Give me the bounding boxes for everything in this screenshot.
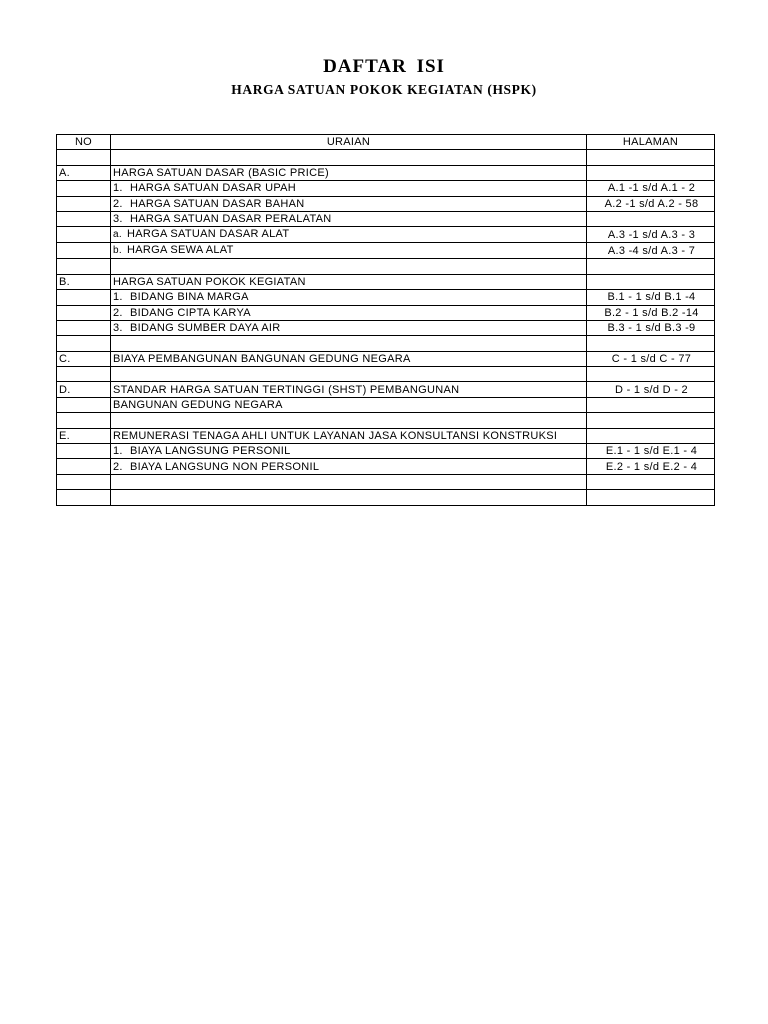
item-text: BIDANG SUMBER DAYA AIR bbox=[130, 322, 281, 335]
row-number bbox=[57, 397, 111, 412]
table-row bbox=[57, 320, 715, 335]
row-number bbox=[57, 413, 111, 428]
table-row bbox=[57, 490, 715, 505]
row-description bbox=[111, 367, 587, 382]
table-row bbox=[57, 367, 715, 382]
row-page-range bbox=[587, 397, 715, 412]
row-page-range bbox=[587, 474, 715, 489]
row-description bbox=[111, 459, 587, 474]
row-number bbox=[57, 227, 111, 243]
row-description bbox=[111, 413, 587, 428]
table-row bbox=[57, 444, 715, 459]
item-text: HARGA SATUAN POKOK KEGIATAN bbox=[113, 275, 306, 288]
row-page-range bbox=[587, 367, 715, 382]
table-row bbox=[57, 474, 715, 489]
row-number bbox=[57, 474, 111, 489]
page-title: DAFTAR ISI bbox=[323, 56, 445, 77]
item-marker: 3. bbox=[113, 213, 123, 226]
row-page-range bbox=[587, 336, 715, 351]
item-text: REMUNERASI TENAGA AHLI UNTUK LAYANAN JASA KONSULTANSI KONSTRUKSI bbox=[113, 429, 558, 442]
row-description bbox=[111, 320, 587, 335]
row-number: C. bbox=[57, 351, 111, 366]
row-description bbox=[111, 181, 587, 196]
row-page-range bbox=[587, 413, 715, 428]
row-description bbox=[111, 428, 587, 443]
row-page-range bbox=[587, 428, 715, 443]
row-description bbox=[111, 490, 587, 505]
row-page-range bbox=[587, 259, 715, 274]
row-page-range: A.1 -1 s/d A.1 - 2 bbox=[587, 181, 715, 196]
row-description bbox=[111, 336, 587, 351]
row-description bbox=[111, 397, 587, 412]
row-number bbox=[57, 490, 111, 505]
item-text: BIDANG CIPTA KARYA bbox=[130, 306, 251, 319]
row-description bbox=[111, 165, 587, 180]
row-description bbox=[111, 211, 587, 226]
row-number bbox=[57, 243, 111, 259]
header-uraian: URAIAN bbox=[111, 135, 587, 150]
item-marker: 1. bbox=[113, 291, 123, 304]
table-row bbox=[57, 397, 715, 412]
row-number: B. bbox=[57, 274, 111, 289]
row-number: D. bbox=[57, 382, 111, 397]
page-subtitle: HARGA SATUAN POKOK KEGIATAN (HSPK) bbox=[231, 82, 537, 97]
row-description bbox=[111, 259, 587, 274]
table-row bbox=[57, 243, 715, 259]
item-text: STANDAR HARGA SATUAN TERTINGGI (SHST) PEMBANGUNAN bbox=[113, 383, 460, 396]
row-description bbox=[111, 243, 587, 259]
row-page-range: B.2 - 1 s/d B.2 -14 bbox=[587, 305, 715, 320]
table-row bbox=[57, 428, 715, 443]
item-text: HARGA SATUAN DASAR (BASIC PRICE) bbox=[113, 166, 329, 179]
row-description bbox=[111, 290, 587, 305]
row-description bbox=[111, 351, 587, 366]
table-row bbox=[57, 382, 715, 397]
table-row bbox=[57, 259, 715, 274]
item-text: HARGA SATUAN DASAR BAHAN bbox=[130, 197, 305, 210]
table-header-row bbox=[57, 135, 715, 150]
table-row bbox=[57, 196, 715, 211]
item-text: BIAYA PEMBANGUNAN BANGUNAN GEDUNG NEGARA bbox=[113, 352, 411, 365]
item-marker: 1. bbox=[113, 182, 123, 195]
row-page-range bbox=[587, 490, 715, 505]
row-description bbox=[111, 474, 587, 489]
row-page-range bbox=[587, 150, 715, 165]
table-row bbox=[57, 165, 715, 180]
table-row bbox=[57, 290, 715, 305]
row-description bbox=[111, 444, 587, 459]
header-no: NO bbox=[57, 135, 111, 150]
row-number: E. bbox=[57, 428, 111, 443]
table-row bbox=[57, 211, 715, 226]
item-text: HARGA SATUAN DASAR UPAH bbox=[130, 182, 297, 195]
item-marker: 2. bbox=[113, 306, 123, 319]
item-text: BIAYA LANGSUNG PERSONIL bbox=[130, 445, 291, 458]
item-marker: b. bbox=[113, 245, 122, 257]
row-number: A. bbox=[57, 165, 111, 180]
row-page-range: E.2 - 1 s/d E.2 - 4 bbox=[587, 459, 715, 474]
row-description bbox=[111, 227, 587, 243]
row-number bbox=[57, 305, 111, 320]
row-page-range: B.3 - 1 s/d B.3 -9 bbox=[587, 320, 715, 335]
row-description bbox=[111, 150, 587, 165]
row-number bbox=[57, 259, 111, 274]
item-text: BIDANG BINA MARGA bbox=[130, 291, 249, 304]
row-number bbox=[57, 459, 111, 474]
row-page-range bbox=[587, 274, 715, 289]
row-page-range: D - 1 s/d D - 2 bbox=[587, 382, 715, 397]
row-page-range: B.1 - 1 s/d B.1 -4 bbox=[587, 290, 715, 305]
row-number bbox=[57, 150, 111, 165]
item-marker: 3. bbox=[113, 322, 123, 335]
row-description bbox=[111, 274, 587, 289]
item-text: BANGUNAN GEDUNG NEGARA bbox=[113, 399, 283, 412]
header-halaman: HALAMAN bbox=[587, 135, 715, 150]
row-number bbox=[57, 196, 111, 211]
row-page-range: A.3 -1 s/d A.3 - 3 bbox=[587, 227, 715, 243]
row-number bbox=[57, 336, 111, 351]
table-row bbox=[57, 351, 715, 366]
row-number bbox=[57, 181, 111, 196]
table-row bbox=[57, 413, 715, 428]
table-row bbox=[57, 181, 715, 196]
row-number bbox=[57, 290, 111, 305]
table-row bbox=[57, 227, 715, 243]
item-marker: 2. bbox=[113, 460, 123, 473]
table-row bbox=[57, 274, 715, 289]
row-number bbox=[57, 367, 111, 382]
row-page-range bbox=[587, 211, 715, 226]
item-text: HARGA SATUAN DASAR PERALATAN bbox=[130, 213, 332, 226]
row-description bbox=[111, 196, 587, 211]
row-description bbox=[111, 382, 587, 397]
row-number bbox=[57, 444, 111, 459]
item-text: HARGA SATUAN DASAR ALAT bbox=[127, 228, 290, 241]
row-page-range: E.1 - 1 s/d E.1 - 4 bbox=[587, 444, 715, 459]
row-page-range bbox=[587, 165, 715, 180]
row-page-range: A.3 -4 s/d A.3 - 7 bbox=[587, 243, 715, 259]
table-body bbox=[57, 150, 715, 505]
table-row bbox=[57, 305, 715, 320]
table-of-contents bbox=[56, 134, 715, 506]
row-page-range: A.2 -1 s/d A.2 - 58 bbox=[587, 196, 715, 211]
item-text: BIAYA LANGSUNG NON PERSONIL bbox=[130, 460, 320, 473]
item-marker: a. bbox=[113, 229, 122, 241]
row-page-range: C - 1 s/d C - 77 bbox=[587, 351, 715, 366]
row-description bbox=[111, 305, 587, 320]
item-marker: 1. bbox=[113, 445, 123, 458]
table-row bbox=[57, 459, 715, 474]
item-text: HARGA SEWA ALAT bbox=[127, 244, 234, 257]
item-marker: 2. bbox=[113, 197, 123, 210]
row-number bbox=[57, 211, 111, 226]
table-row bbox=[57, 336, 715, 351]
table-row bbox=[57, 150, 715, 165]
row-number bbox=[57, 320, 111, 335]
